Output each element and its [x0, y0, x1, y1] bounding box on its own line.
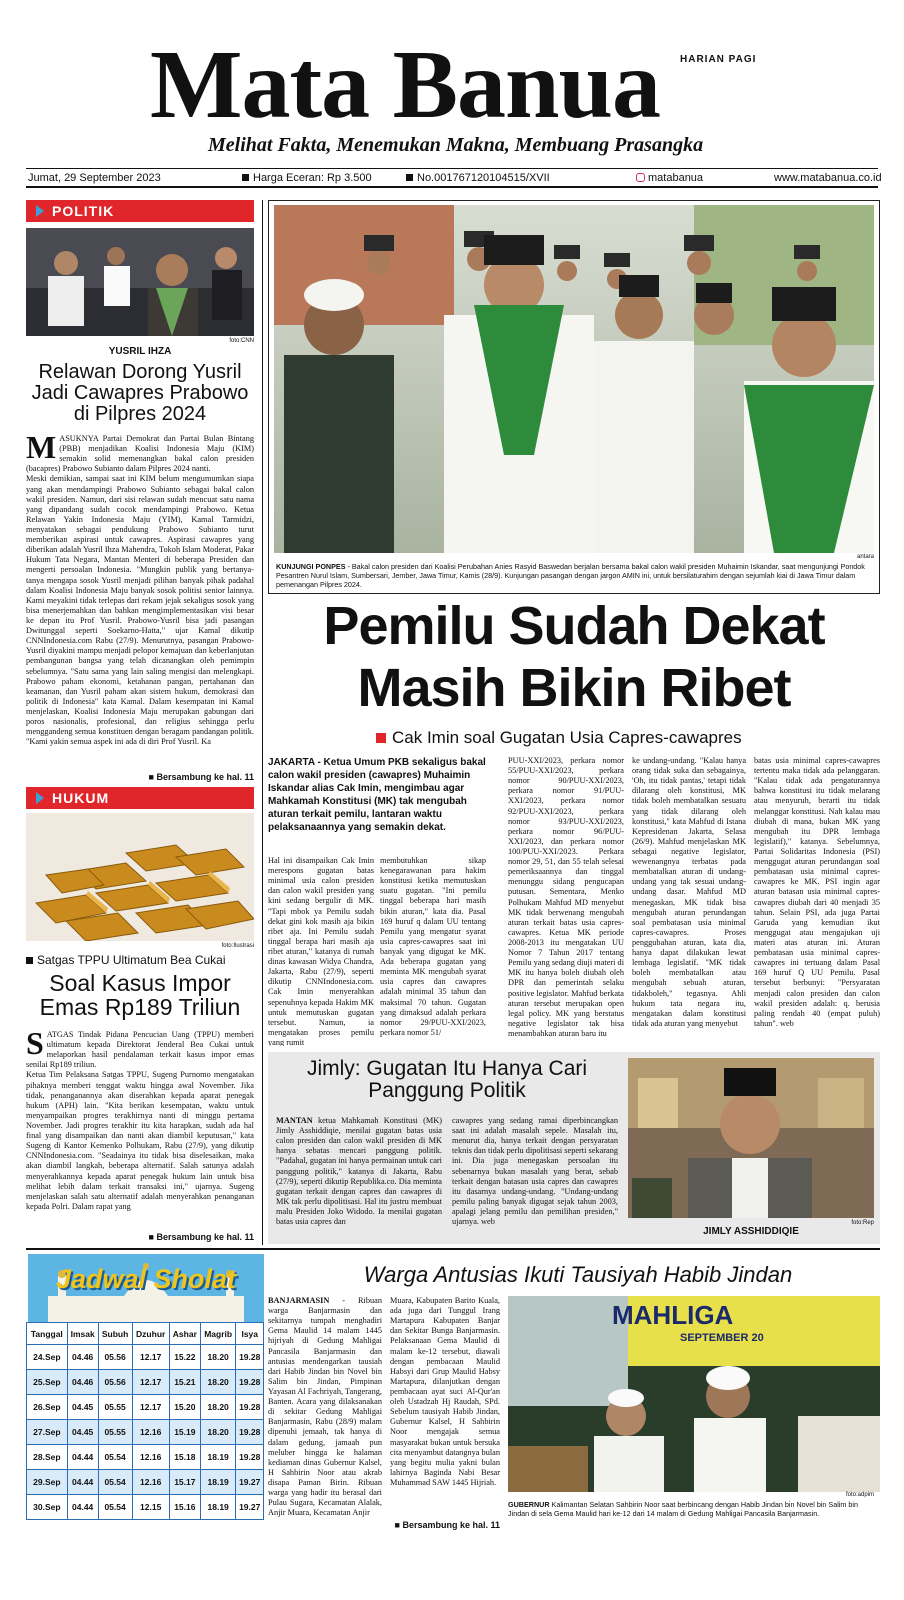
hukum-kicker: Satgas TPPU Ultimatum Bea Cukai	[26, 953, 254, 967]
hukum-continued[interactable]: ■ Bersambung ke hal. 11	[26, 1232, 254, 1242]
sholat-time-cell: 12.15	[132, 1495, 169, 1520]
main-col-1: Hal ini disampaikan Cak Imin merespons gugatan batas minimal usia calon presiden dan calon wakil presiden yang kini sedang bergulir di MK. "Tapi mbok ya Pemilu sudah dekat gini kok masih aja bikin ribet aja. Ini Pemilu sudah tinggal berapa hari masih aja ribet aturan," katanya di rumah dinas kawasan Widya Chandra, Jakarta, Rabu (27/9), seperti dikutip CNNIndonesia.com. Cak Imin menyerahkan sepenuhnya kepada Hakim MK untuk memutuskan gugatan tersebut. Namun, ia mengatakan proses pemilu yang rumit	[268, 856, 374, 1046]
main-photo	[274, 205, 874, 553]
sholat-time-cell: 05.54	[98, 1495, 132, 1520]
price: Harga Eceran: Rp 3.500	[242, 172, 372, 184]
sholat-row	[27, 1420, 264, 1445]
website-link[interactable]: www.matabanua.co.id	[774, 171, 882, 184]
habib-photo-credit: foto:adpim	[845, 1492, 874, 1498]
sholat-time-cell: 19.27	[236, 1495, 264, 1520]
politik-continued[interactable]: ■ Bersambung ke hal. 11	[26, 772, 254, 782]
sholat-date-cell: 25.Sep	[27, 1370, 68, 1395]
politik-body-text: Meski demikian, sampai saat ini KIM belum mengumumkan siapa yang akan mendampingi Prabowo Subianto sebagai bakal calon wakil presiden. Namun, dari sisi relawan sudah mencuat satu nama yang dipandang sudah cocok mendampingi Prabowo. Ketua Relawan Yakin Indonesia Maju (YIM), Kamal Tarmidzi, menyatakan sebagai pendukung Prabowo Subianto turut memberikan aspirasi untuk cawapres. Aspirasi cawapres yang diberikan adalah Yusril Ihza Mahendra, Tokoh Islam Moderat, Pakar Hukum Tata Negara, Mantan Menteri di beberapa Presiden dan mengerti persoalan Indonesia. "Mungkin publik yang bertanya-tanya mengapa sosok Yusril menjadi pilihan banyak pihak padahal dalam Koalisi Indonesia Maju banyak sosok politisi senior lainnya. Kami meyakini tidak terlepas dari rekam jejak sekaligus sosok yang bisa menerjemahkan dan bahkan mengimplementasikan visi besar ke depan itu Prof Yusril. Prabowo-Yusril bisa jadi pasangan Dwitunggal seperti Soekarno-Hatta," ujar Kamal dikutip CNNIndonesia.com Rabu (27/9). Menurutnya, pasangan Prabowo-Yusril diyakini mampu menjadi pelopor kemajuan dan keberlanjutan pembangunan bangsa yang telah dicanangkan oleh pemimpin sebelumnya. "Satu sama yang lain saling mengisi dan melengkapi. Prabowo paham ekonomi, ketahanan pangan, pertahanan dan keamanan, dan Yusril paham akan sistem hukum, demokrasi dan politik di Indonesia" kata Kamal. Dalam kesempatan ini Kamal menjelaskan, Koalisi Indonesia Maju merupakan gabungan dari poros nasionalis, profesional, dan religius sehingga perlu menggandeng semua konstituen dengan beragam pandangan politik. "Kami yakin semua aspek ini ada di diri Prof Yusril. Ka	[26, 474, 254, 747]
square-icon	[406, 174, 413, 181]
sholat-time-cell: 12.16	[132, 1445, 169, 1470]
politik-lead: ASUKNYA Partai Demokrat dan Partai Bulan Bintang (PBB) menjadikan Koalisi Indonesia Maju (KIM) semakin solid memenangkan bakal calon presiden (bacapres) Prabowo Subianto dalam Pilpres 2024 nanti.	[26, 434, 254, 474]
sholat-header-cell: Isya	[236, 1323, 264, 1345]
sholat-time-cell: 05.54	[98, 1445, 132, 1470]
main-col-3: PUU-XXI/2023, perkara nomor 55/PUU-XXI/2023, perkara nomor 90/PUU-XXI/2023, perkara nomor 91/PUU-XXI/2023, perkara nomor 92/PUU-XXI/2023, perkara nomor 93/PUU-XXI/2023, perkara nomor 96/PUU-XXI/2023, dan perkara nomor 100/PUU-XXI/2023. Perkara nomor 29, 51, dan 55 telah selesai pemeriksaannya dan tinggal menunggu sidang pengucapan putusan. Sementara, Menko Polhukam Mahfud MD menyebut MK tidak berwenang mengubah aturan terkait batas usia capres-cawapres. Ketua MK periode 2008-2013 itu mengatakan UU Nomor 7 Tahun 2017 tentang Pemilu yang sedang diuji materi di MK itu hanya boleh diubah oleh DPR dan pemerintah selaku positive legislator. Mahfud berkata aturan tersebut merupakan open legal policy. MK yang berstatus negative legislator tak bisa menambahkan aturan baru itu	[508, 756, 624, 1038]
sholat-date-cell: 30.Sep	[27, 1495, 68, 1520]
hukum-dropcap: S	[26, 1030, 44, 1061]
jimly-col-2: cawapres yang sedang ramai diperbincangkan saat ini adalah masalah sepele. Masalah itu, menurut dia, hanya terkait dengan persyaratan teknis dan tidak perlu dipolitisasi seperti sekarang ini. Dia juga menegaskan persoalan itu sebenarnya bukan masalah yang berat, sebab terkait dengan batasan usia capres dan cawapres itu dasarnya undang-undang. "Undang-undang pemilu paling banyak digugat sejak tahun 2003, apalagi jelang pemilu dan pemilihan presiden," ujarnya. web	[452, 1116, 618, 1227]
section-label-politik: POLITIK	[26, 200, 254, 222]
column-divider	[262, 200, 263, 1245]
habib-continued[interactable]: ■ Bersambung ke hal. 11	[380, 1520, 500, 1530]
hukum-headline[interactable]: Soal Kasus Impor Emas Rp189 Triliun	[39, 970, 241, 1021]
red-square-icon	[376, 733, 386, 743]
habib-headline[interactable]: Warga Antusias Ikuti Tausiyah Habib Jindan	[363, 1262, 793, 1287]
politik-dropcap: M	[26, 434, 57, 465]
yusril-photo	[26, 228, 254, 336]
sholat-date-cell: 28.Sep	[27, 1445, 68, 1470]
instagram-handle[interactable]: matabanua	[636, 172, 703, 184]
main-photo-caption: KUNJUNGI PONPES - Bakal calon presiden dari Koalisi Perubahan Anies Rasyid Baswedan berjalan bersama bakal calon wakil presiden Muhaimin Iskandar, saat mengunjungi Pondok Pesantren Nurul Islam, Sumbersari, Jember, Jawa Timur, Kamis (28/9). Kunjungan pasangan dengan jargon AMIN ini, untuk bersilaturahim dengan sejumlah kiai di Jawa Timur dalam pemenangan Pilpres 2024.	[276, 562, 865, 589]
jimly-headline[interactable]: Jimly: Gugatan Itu Hanya Cari Panggung Politik	[306, 1057, 588, 1103]
politik-section	[26, 200, 254, 222]
jimly-col-1: MANTAN ketua Mahkamah Konstitusi (MK) Jimly Asshiddiqie, menilai gugatan batas usia calon presiden dan calon wakil presiden di MK hanya sebatas mencari panggung politik. "Padahal, gugatan ini hanya permainan untuk cari panggung politik," katanya di Jakarta, Rabu (27/9), seperti dikutip Republika.co. Dia meminta gugatan terkait dengan capres dan cawapres di MK tak perlu dipolitisasi. Hal itu justru membuat malu Presiden Joko Widodo. Ia menilai gugatan batas usia capres dan	[276, 1116, 442, 1227]
gold-bars-image	[26, 813, 254, 941]
sholat-header-cell: Dzuhur	[132, 1323, 169, 1345]
sholat-header-row	[27, 1323, 264, 1345]
sholat-row	[27, 1345, 264, 1370]
square-icon	[242, 174, 249, 181]
habib-banner-text: MAHLIGA	[612, 1300, 734, 1330]
sholat-time-cell: 12.17	[132, 1370, 169, 1395]
politik-body	[26, 434, 254, 764]
main-photo-credit: antara	[856, 554, 874, 560]
main-col-2: membutuhkan sikap kenegarawanan para hakim konstitusi ketika memutuskan suatu gugatan. "Ini pemilu tinggal beberapa hari masih bikin aturan," kata dia. Pasal 169 huruf q dalam UU tentang Pemilu yang mengatur syarat usia capres-cawapres saat ini banyak yang digugat ke MK. Ada beberapa gugatan yang meminta MK mengubah syarat usia capres dan cawapres adalah minimal 35 tahun dan maksimal 70 tahun. Gugatan yang dimaksud adalah perkara nomor 29/PUU-XXI/2023, perkara nomor 51/	[380, 856, 486, 1037]
issue-date: Jumat, 29 September 2023	[28, 171, 161, 184]
politik-headline[interactable]: Relawan Dorong Yusril Jadi Cawapres Prabowo di Pilpres 2024	[31, 361, 249, 425]
sholat-time-cell: 15.16	[169, 1495, 200, 1520]
sholat-table-wrap	[26, 1322, 264, 1520]
sholat-time-cell: 19.28	[236, 1370, 264, 1395]
sholat-date-cell: 29.Sep	[27, 1470, 68, 1495]
sholat-row	[27, 1395, 264, 1420]
sholat-time-cell: 04.44	[67, 1445, 98, 1470]
sholat-time-cell: 04.44	[67, 1470, 98, 1495]
masthead-tagline: Melihat Fakta, Menemukan Makna, Membuang Prasangka	[208, 134, 704, 156]
sholat-time-cell: 18.20	[200, 1395, 236, 1420]
sholat-time-cell: 19.28	[236, 1420, 264, 1445]
sholat-time-cell: 19.28	[236, 1395, 264, 1420]
masthead-title: Mata Banua	[150, 31, 661, 139]
sholat-time-cell: 19.28	[236, 1445, 264, 1470]
sholat-time-cell: 04.46	[67, 1345, 98, 1370]
square-icon	[26, 957, 33, 964]
habib-col-1: BANJARMASIN - Ribuan warga Banjarmasin dan sekitarnya tumpah menghadiri Gema Maulid 14 malam 1445 hijriyah di Gedung Mahligai Pancasila Banjarmasin dan antusias mendengarkan tausiah dari Habib Jindan bin Novel bin Salim bin Jindan, Pimpinan Yayasan Al Fachriyah, Tangerang, Banten. Acara yang dilaksanakan di sekitar Gedung Mahligai Banjarmasin, Rabu (28/9) malam dipenuhi jemaah, tak hanya di dalam gedung, jamaah pun meluber hingga ke halaman kediaman dinas Gubernur Kalsel, H Sahbirin Noor atau akrab disapa Paman Birin. Ribuan warga yang hadir itu berasal dari Pulau Sugara, Kecamatan Alalak, Anjir Muara, Kecamatan Anjir	[268, 1296, 382, 1518]
sholat-time-cell: 15.17	[169, 1470, 200, 1495]
sholat-header-cell: Ashar	[169, 1323, 200, 1345]
sholat-time-cell: 18.20	[200, 1345, 236, 1370]
sholat-time-cell: 05.55	[98, 1395, 132, 1420]
sholat-time-cell: 12.17	[132, 1345, 169, 1370]
main-col-5: batas usia minimal capres-cawapres tertentu maka tidak ada pelanggaran. "Kalau tidak ada pengaturannya bahwa konstitusi itu tidak melarang atau menyuruh, berarti itu tidak melanggar konstitusi. Nah kalau mau diubah di mana, bukan MK yang mengubah itu DPR lembaga legislatif)," katanya. Sebelumnya, Partai Solidaritas Indonesia (PSI) menggugat aturan perundangan soal pembatasan usia minimal capres-cawapres ke MK. PSI ingin agar aturan batasan usia minimal capres-cawapres diubah dari 40 menjadi 35 tahun. Selain PSI, ada juga Partai Garuda yang kemudian ikut menggugat atau mengajukan uji materi atas aturan ini. Aturan pembatasan usia minimal capres-cawapres ini tertuang dalam Pasal 169 huruf Q UU Pemilu. Pasal tersebut berbunyi: "Persyaratan menjadi calon presiden dan calon wakil presiden adalah: q. berusia paling rendah 40 (empat puluh) tahun". web	[754, 756, 880, 1028]
sholat-time-cell: 18.19	[200, 1445, 236, 1470]
sholat-time-cell: 04.46	[67, 1370, 98, 1395]
habib-col-2: Muara, Kabupaten Barito Kuala, ada juga dari Tunggul Irang Martapura Kabupaten Banjar dan Sekitar Bunga Banjarmasin. Pelaksanaan Gema Maulid di malam ke-12 tersebut, diawali dengan pembacaan Maulid Habsyi dari Grup Maulid Habsy Martapura, dilanjutkan dengan pembacaan ayat suci Al-Qur'an oleh Ustadzah Hj Raudah, SPd. Sebelum tausiyah Habib Jindan, Gubernur Kalsel, H Sahbirin Noor mengajak semua masyarakat bukan untuk bersuka cita menyambut datangnya bulan yang begitu mulia yakni bulan lahirnya Baginda Nabi Besar Muhammad SAW 1445 Hijriah.	[390, 1296, 500, 1487]
sholat-time-cell: 12.16	[132, 1420, 169, 1445]
sholat-date-cell: 27.Sep	[27, 1420, 68, 1445]
hukum-body	[26, 1030, 254, 1226]
sholat-time-cell: 15.21	[169, 1370, 200, 1395]
sholat-time-cell: 12.16	[132, 1470, 169, 1495]
masthead-edition: HARIAN PAGI	[680, 54, 757, 65]
section-label-hukum: HUKUM	[26, 787, 254, 809]
sholat-title: Jadwal Sholat	[55, 1264, 237, 1294]
sholat-time-cell: 05.54	[98, 1470, 132, 1495]
hukum-lead: ATGAS Tindak Pidana Pencucian Uang (TPPU) memberi ultimatum kepada Direktorat Jenderal Bea Cukai untuk melaporkan hasil pendalaman terkait kasus impor emas senilai Rp189 triliun.	[26, 1030, 254, 1070]
sholat-time-cell: 15.18	[169, 1445, 200, 1470]
sholat-time-cell: 18.20	[200, 1420, 236, 1445]
sholat-time-cell: 05.56	[98, 1370, 132, 1395]
gold-bars-photo	[26, 813, 254, 941]
sholat-header-cell: Imsak	[67, 1323, 98, 1345]
sholat-time-cell: 04.45	[67, 1420, 98, 1445]
instagram-icon	[636, 173, 645, 182]
main-col-4: ke undang-undang. "Kalau hanya orang tidak suka dan sebagainya, 'Oh, itu tidak pantas,' tetapi tidak dilarang oleh konstitusi, MK tidak boleh membatalkan sesuatu yang tidak dilarang oleh konstitusi," kata Mahfud di Istana Kepresidenan Jakarta, Selasa (26/9). Mahfud menjelaskan MK sebagai negative legislator, wewenangnya terbatas pada membatalkan aturan di undang-undang yang tak sesuai undang-undang dasar. Mahfud MD menegaskan, MK tidak bisa mengubah aturan perundangan soal pembatasan usia minimal capres-cawapres. Proses penggubahan aturan, kata dia, hanya dapat dilakukan lewat lembaga legislatif. "MK tidak boleh membatalkan atau mengubah sebuah aturan, tidakboleh," tegasnya. Ahli hukum tata negara itu, mengatakan dalam konstitusi tidak ada aturan yang menyebut	[632, 756, 746, 1028]
sholat-time-cell: 04.45	[67, 1395, 98, 1420]
sholat-header-cell: Subuh	[98, 1323, 132, 1345]
gold-photo-credit: foto:Ilustrasi	[221, 943, 254, 949]
sholat-time-cell: 15.22	[169, 1345, 200, 1370]
sholat-row	[27, 1495, 264, 1520]
sholat-table	[26, 1322, 264, 1520]
yusril-photo-credit: foto:CNN	[229, 338, 254, 344]
sholat-time-cell: 15.20	[169, 1395, 200, 1420]
main-headline-line1[interactable]: Pemilu Sudah Dekat	[323, 596, 825, 656]
sholat-time-cell: 18.19	[200, 1495, 236, 1520]
jimly-photo	[628, 1058, 874, 1218]
sholat-time-cell: 18.20	[200, 1370, 236, 1395]
yusril-photo-caption: YUSRIL IHZA	[108, 346, 172, 357]
sholat-time-cell: 15.19	[169, 1420, 200, 1445]
main-headline-line2[interactable]: Masih Bikin Ribet	[357, 658, 791, 718]
main-lead: JAKARTA - Ketua Umum PKB sekaligus bakal calon wakil presiden (cawapres) Muhaimin Iskandar alias Cak Imin, mengimbau agar Mahkamah Konstitusi (MK) tak mengubah aturan terkait pemilu, lantaran waktu pelaksanaannya yang semakin dekat.	[268, 757, 486, 833]
sholat-date-cell: 24.Sep	[27, 1345, 68, 1370]
habib-photo-caption: GUBERNUR Kalimantan Selatan Sahbirin Noor saat berbincang dengan Habib Jindan bin Novel bin Salim bin Jindan di sela Gema Maulid hari ke-12 dari 14 malam di Gedung Mahligai Pancasila Banjarmasin.	[508, 1500, 858, 1518]
jimly-photo-credit: foto:Rep	[851, 1220, 874, 1226]
sholat-row	[27, 1445, 264, 1470]
sholat-time-cell: 12.17	[132, 1395, 169, 1420]
sholat-time-cell: 18.19	[200, 1470, 236, 1495]
sholat-time-cell: 05.56	[98, 1345, 132, 1370]
sholat-row	[27, 1470, 264, 1495]
sholat-time-cell: 19.27	[236, 1470, 264, 1495]
sholat-time-cell: 19.28	[236, 1345, 264, 1370]
section-rule	[26, 1248, 880, 1250]
sholat-header-cell: Tanggal	[27, 1323, 68, 1345]
main-photo-image	[274, 205, 874, 553]
sholat-row	[27, 1370, 264, 1395]
jimly-photo-caption: JIMLY ASSHIDDIQIE	[703, 1226, 799, 1237]
jimly-photo-image	[628, 1058, 874, 1218]
sholat-time-cell: 05.55	[98, 1420, 132, 1445]
sholat-header-cell: Magrib	[200, 1323, 236, 1345]
main-subhead: Cak Imin soal Gugatan Usia Capres-cawapres	[376, 728, 742, 748]
info-bar	[26, 168, 882, 188]
sholat-time-cell: 04.44	[67, 1495, 98, 1520]
issue-number: No.001767120104515/XVII	[406, 172, 550, 184]
sholat-date-cell: 26.Sep	[27, 1395, 68, 1420]
yusril-photo-image	[26, 228, 254, 336]
habib-banner-sub: SEPTEMBER 20	[680, 1332, 764, 1344]
hukum-section	[26, 787, 254, 809]
hukum-body-text: Ketua Tim Pelaksana Satgas TPPU, Sugeng Purnomo mengatakan pihaknya memberi tenggat waktu hingga awal November. Jika tidak, penanganannya akan diserahkan kepada aparat penegak hukum (APH) lain. "Kita berikan kesempatan, waktu untuk menyampaikan progres terakhirnya nanti di minggu pertama November. Jadi progres terakhir itu kita harapkan, sudah ada hal final yang disampaikan dan nanti akan diambil keputusan," kata Sugeng di Kantor Kemenko Polhukam, Rabu (27/9), yang dikutip CNNIndonesia.com. "Seadainya itu tidak bisa diselesaikan, maka akan diambil langkah, beberapa alternatif. Salah satunya adalah menyerahkannya kepada aparat penegak hukum lain untuk bisa melihat lebih dalam terkait transaksi ini," ujarnya. Sugeng menjelaskan salah satu alternatif adalah menyerahkan penanganan kepada Polri. Dalam rapat yang	[26, 1070, 254, 1211]
